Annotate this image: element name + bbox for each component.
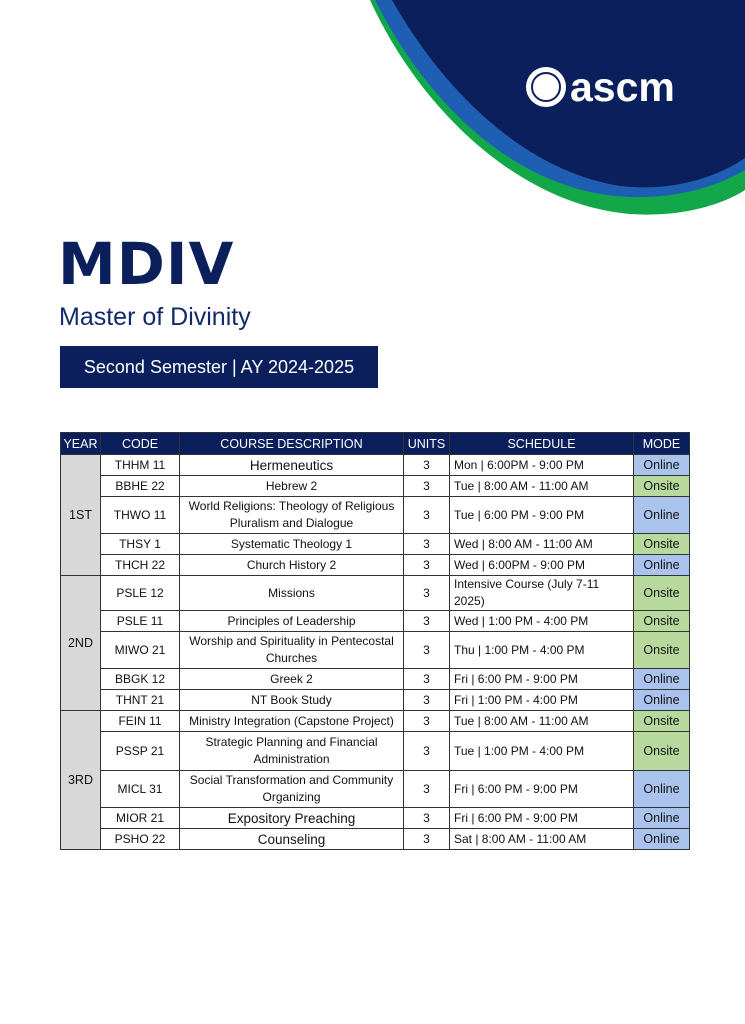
course-schedule: Wed | 6:00PM - 9:00 PM (450, 555, 634, 576)
table-row (61, 555, 690, 576)
course-description: Worship and Spirituality in Pentecostal Churches (180, 632, 404, 669)
brand-name: ascm (570, 64, 675, 110)
course-units: 3 (404, 771, 450, 808)
course-mode: Online (634, 555, 690, 576)
course-mode: Online (634, 829, 690, 850)
course-schedule: Wed | 8:00 AM - 11:00 AM (450, 534, 634, 555)
course-code: MICL 31 (101, 771, 180, 808)
course-schedule: Fri | 6:00 PM - 9:00 PM (450, 669, 634, 690)
course-description: Counseling (180, 829, 404, 850)
course-mode: Onsite (634, 711, 690, 732)
course-schedule: Tue | 1:00 PM - 4:00 PM (450, 732, 634, 771)
brand-logo (526, 64, 675, 110)
course-description: Ministry Integration (Capstone Project) (180, 711, 404, 732)
col-header-mode: MODE (634, 433, 690, 455)
course-mode: Onsite (634, 476, 690, 497)
course-mode: Onsite (634, 611, 690, 632)
col-header-year: YEAR (61, 433, 101, 455)
course-schedule: Wed | 1:00 PM - 4:00 PM (450, 611, 634, 632)
page-title: MDIV (58, 230, 235, 298)
course-code: BBGK 12 (101, 669, 180, 690)
table-row (61, 829, 690, 850)
course-units: 3 (404, 611, 450, 632)
course-schedule: Fri | 6:00 PM - 9:00 PM (450, 771, 634, 808)
course-description: Church History 2 (180, 555, 404, 576)
course-schedule: Mon | 6:00PM - 9:00 PM (450, 455, 634, 476)
program-name: Master of Divinity (59, 303, 251, 331)
course-schedule: Tue | 8:00 AM - 11:00 AM (450, 476, 634, 497)
corner-graphic (0, 0, 745, 260)
course-schedule: Fri | 1:00 PM - 4:00 PM (450, 690, 634, 711)
course-description: Hermeneutics (180, 455, 404, 476)
table-row (61, 476, 690, 497)
course-mode: Onsite (634, 576, 690, 611)
course-mode: Onsite (634, 632, 690, 669)
table-row (61, 711, 690, 732)
course-schedule: Tue | 6:00 PM - 9:00 PM (450, 497, 634, 534)
table-row (61, 534, 690, 555)
course-units: 3 (404, 476, 450, 497)
course-schedule: Sat | 8:00 AM - 11:00 AM (450, 829, 634, 850)
course-mode: Online (634, 690, 690, 711)
course-units: 3 (404, 829, 450, 850)
course-description: NT Book Study (180, 690, 404, 711)
course-units: 3 (404, 576, 450, 611)
col-header-units: UNITS (404, 433, 450, 455)
course-schedule: Tue | 8:00 AM - 11:00 AM (450, 711, 634, 732)
col-header-description: COURSE DESCRIPTION (180, 433, 404, 455)
table-row (61, 632, 690, 669)
course-description: Hebrew 2 (180, 476, 404, 497)
table-row (61, 497, 690, 534)
course-mode: Online (634, 497, 690, 534)
course-description: Greek 2 (180, 669, 404, 690)
course-description: Social Transformation and Community Organizing (180, 771, 404, 808)
course-description: World Religions: Theology of Religious Pluralism and Dialogue (180, 497, 404, 534)
table-header-row (61, 433, 690, 455)
course-code: PSLE 11 (101, 611, 180, 632)
table-row (61, 669, 690, 690)
course-units: 3 (404, 534, 450, 555)
seal-icon (526, 67, 566, 107)
course-code: PSLE 12 (101, 576, 180, 611)
year-cell: 3RD (61, 711, 101, 850)
course-mode: Online (634, 771, 690, 808)
course-mode: Onsite (634, 732, 690, 771)
course-code: PSHO 22 (101, 829, 180, 850)
course-description: Expository Preaching (180, 808, 404, 829)
course-code: THCH 22 (101, 555, 180, 576)
course-code: PSSP 21 (101, 732, 180, 771)
course-code: BBHE 22 (101, 476, 180, 497)
course-code: THNT 21 (101, 690, 180, 711)
course-description: Principles of Leadership (180, 611, 404, 632)
course-units: 3 (404, 808, 450, 829)
col-header-schedule: SCHEDULE (450, 433, 634, 455)
course-code: THSY 1 (101, 534, 180, 555)
course-table (60, 432, 690, 850)
year-cell: 1ST (61, 455, 101, 576)
course-schedule: Intensive Course (July 7-11 2025) (450, 576, 634, 611)
course-units: 3 (404, 497, 450, 534)
course-units: 3 (404, 732, 450, 771)
course-schedule: Thu | 1:00 PM - 4:00 PM (450, 632, 634, 669)
table-row (61, 576, 690, 611)
course-code: THHM 11 (101, 455, 180, 476)
course-code: MIWO 21 (101, 632, 180, 669)
course-description: Strategic Planning and Financial Administration (180, 732, 404, 771)
course-units: 3 (404, 555, 450, 576)
course-code: MIOR 21 (101, 808, 180, 829)
table-row (61, 808, 690, 829)
table-row (61, 732, 690, 771)
term-banner: Second Semester | AY 2024-2025 (60, 346, 378, 388)
col-header-code: CODE (101, 433, 180, 455)
course-mode: Onsite (634, 534, 690, 555)
table-row (61, 771, 690, 808)
course-units: 3 (404, 690, 450, 711)
course-units: 3 (404, 711, 450, 732)
course-mode: Online (634, 808, 690, 829)
course-units: 3 (404, 455, 450, 476)
table-row (61, 690, 690, 711)
course-description: Systematic Theology 1 (180, 534, 404, 555)
course-units: 3 (404, 632, 450, 669)
course-mode: Online (634, 455, 690, 476)
course-schedule: Fri | 6:00 PM - 9:00 PM (450, 808, 634, 829)
course-description: Missions (180, 576, 404, 611)
table-row (61, 611, 690, 632)
table-row (61, 455, 690, 476)
year-cell: 2ND (61, 576, 101, 711)
course-units: 3 (404, 669, 450, 690)
course-code: THWO 11 (101, 497, 180, 534)
course-code: FEIN 11 (101, 711, 180, 732)
course-mode: Online (634, 669, 690, 690)
